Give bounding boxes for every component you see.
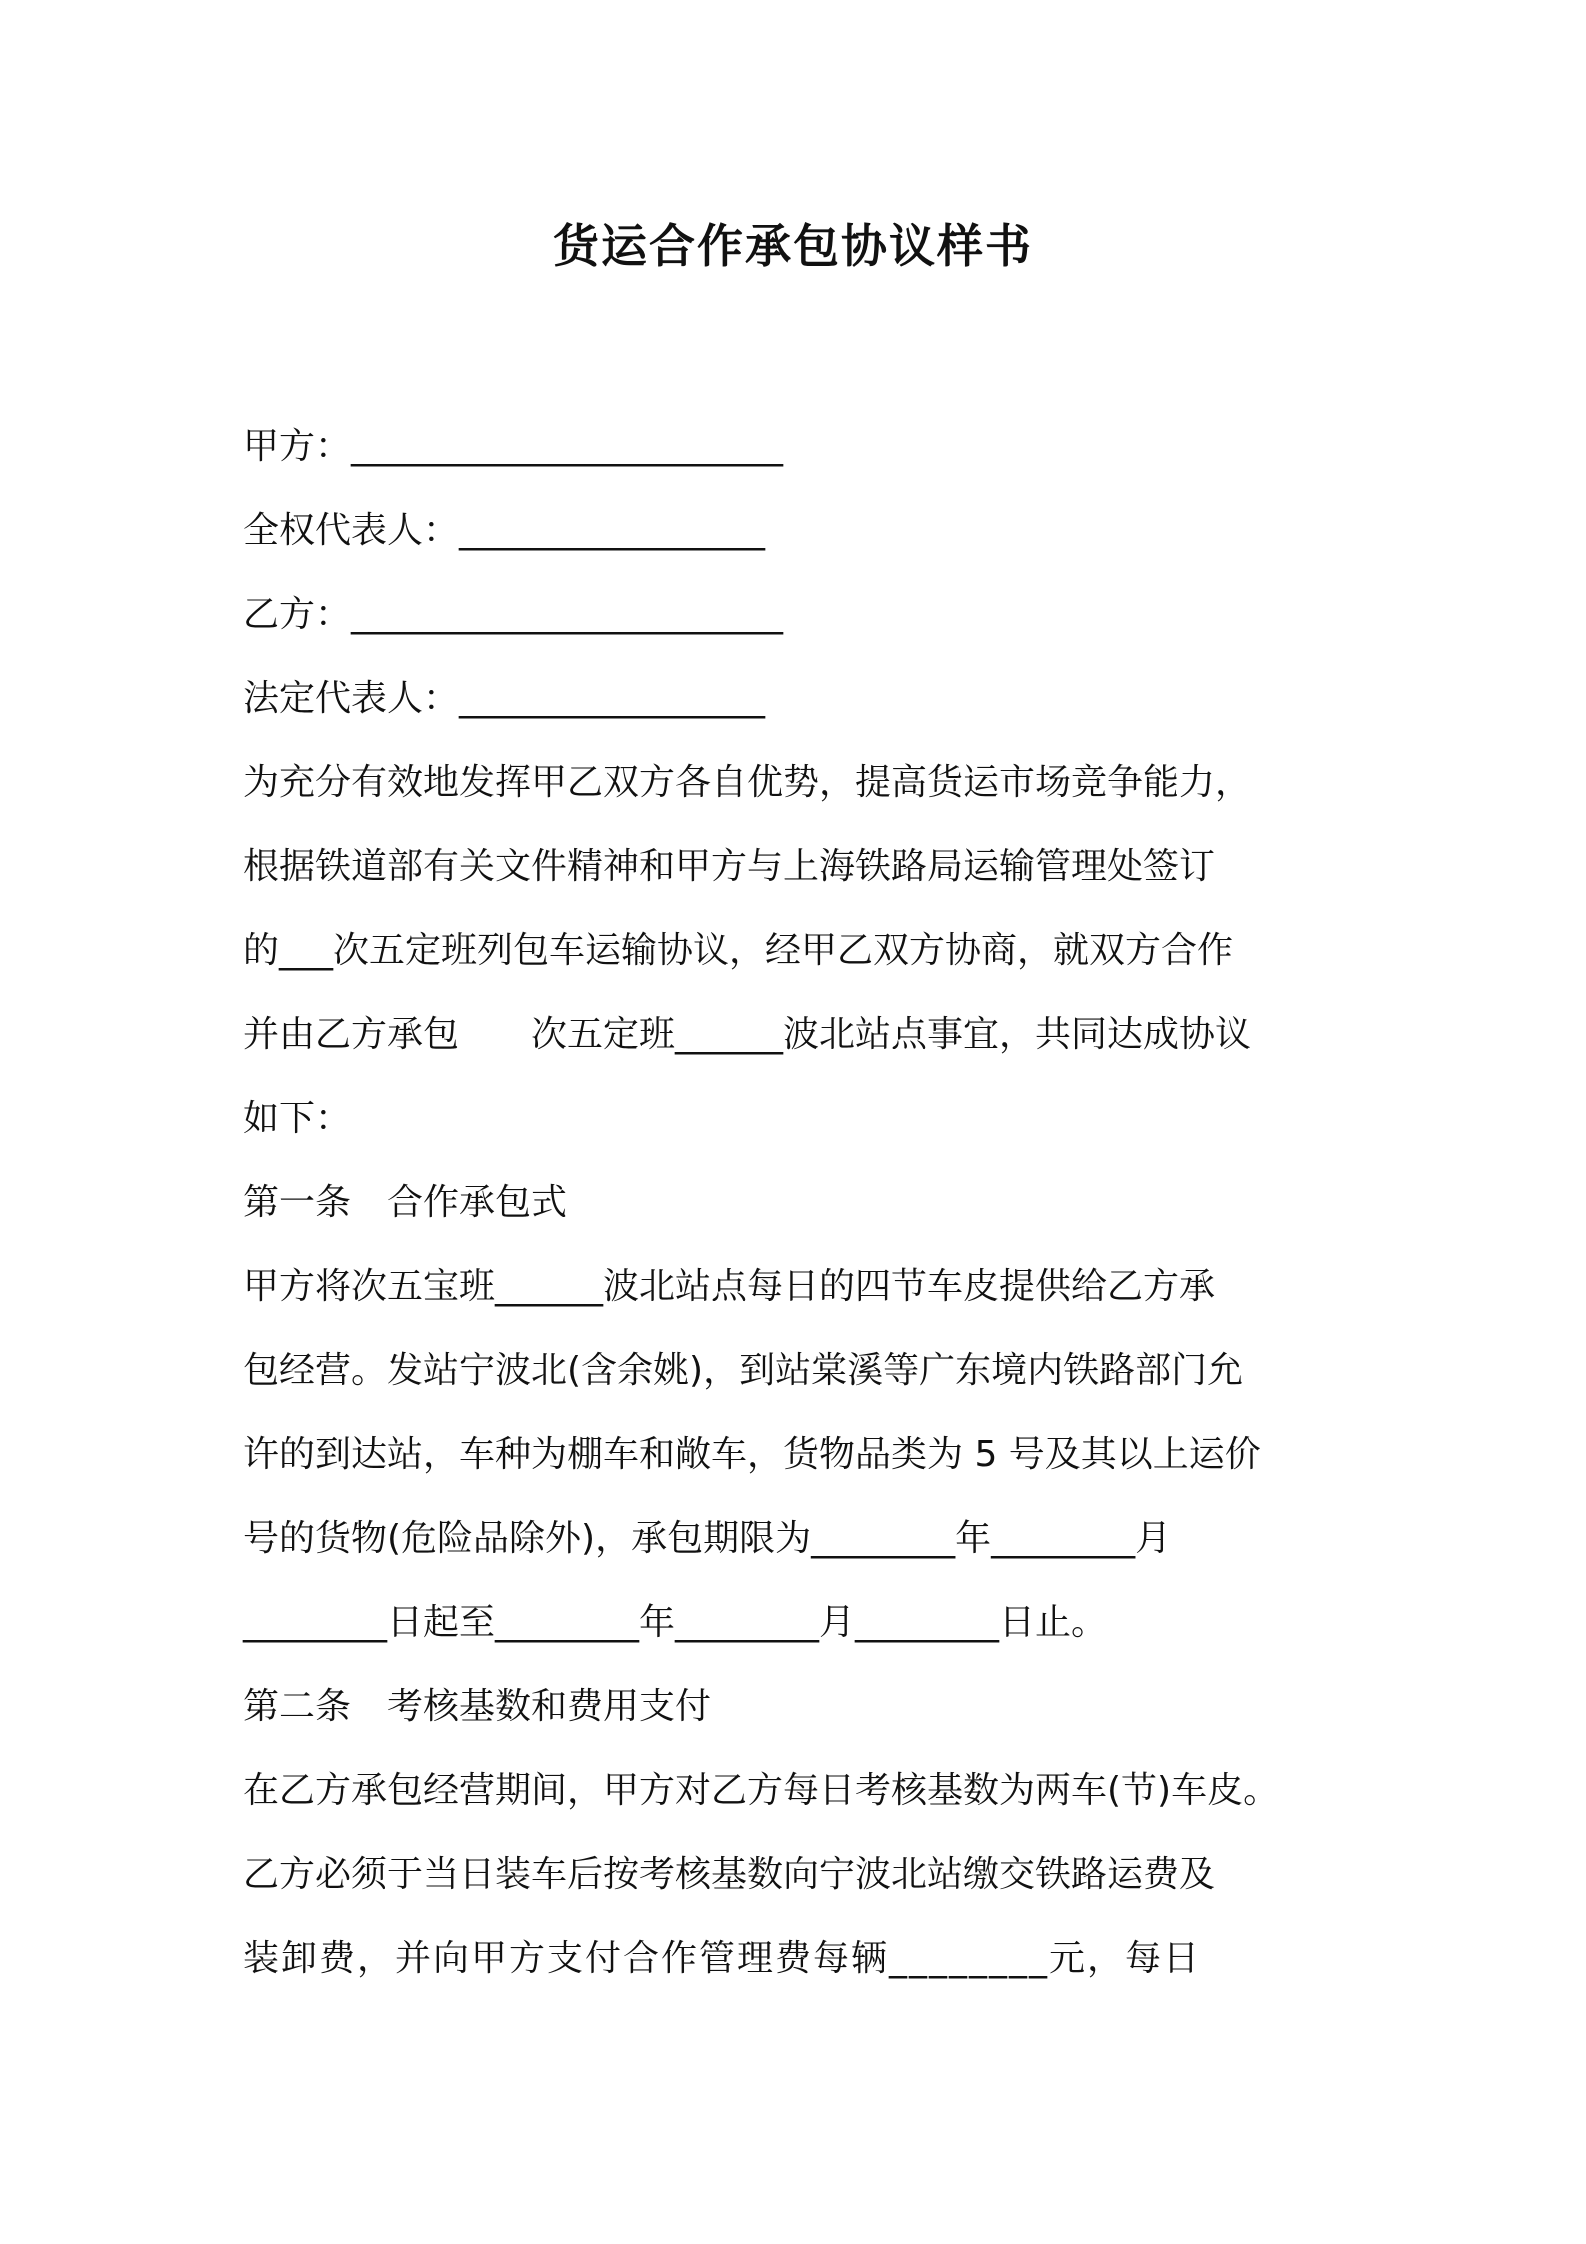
article-2-line-1: 在乙方承包经营期间，甲方对乙方每日考核基数为两车(节)车皮。 bbox=[243, 1770, 1280, 1811]
preamble-line-5: 如下： bbox=[243, 1098, 352, 1139]
article-2-line-2: 乙方必须于当日装车后按考核基数向宁波北站缴交铁路运费及 bbox=[243, 1854, 1216, 1895]
article-1-line-2: 包经营。发站宁波北(含余姚)，到站棠溪等广东境内铁路部门允 bbox=[243, 1350, 1244, 1391]
article-1-line-5: ________日起至________年________月________日止。 bbox=[243, 1602, 1108, 1643]
document-title: 货运合作承包协议样书 bbox=[553, 219, 1033, 273]
authorized-representative-line: 全权代表人：_________________ bbox=[243, 510, 766, 551]
article-2-line-3: 装卸费，并向甲方支付合作管理费每辆________元，每日 bbox=[243, 1938, 1202, 1979]
article-1-line-3: 许的到达站，车种为棚车和敞车，货物品类为 5 号及其以上运价 bbox=[243, 1434, 1261, 1475]
party-a-line: 甲方：________________________ bbox=[243, 426, 784, 467]
preamble-line-2: 根据铁道部有关文件精神和甲方与上海铁路局运输管理处签订 bbox=[243, 846, 1216, 887]
party-b-line: 乙方：________________________ bbox=[243, 594, 784, 635]
document-body bbox=[243, 405, 1373, 2001]
article-2-heading: 第二条 考核基数和费用支付 bbox=[243, 1686, 712, 1727]
preamble-line-1: 为充分有效地发挥甲乙双方各自优势，提高货运市场竞争能力， bbox=[243, 762, 1252, 803]
article-1-heading: 第一条 合作承包式 bbox=[243, 1182, 568, 1223]
preamble-line-3: 的___次五定班列包车运输协议，经甲乙双方协商，就双方合作 bbox=[243, 930, 1234, 971]
article-1-line-1: 甲方将次五宝班______波北站点每日的四节车皮提供给乙方承 bbox=[243, 1266, 1216, 1307]
legal-representative-line: 法定代表人：_________________ bbox=[243, 678, 766, 719]
article-1-line-4: 号的货物(危险品除外)，承包期限为________年________月 bbox=[243, 1518, 1172, 1559]
preamble-line-4: 并由乙方承包 次五定班______波北站点事宜，共同达成协议 bbox=[243, 1014, 1252, 1055]
